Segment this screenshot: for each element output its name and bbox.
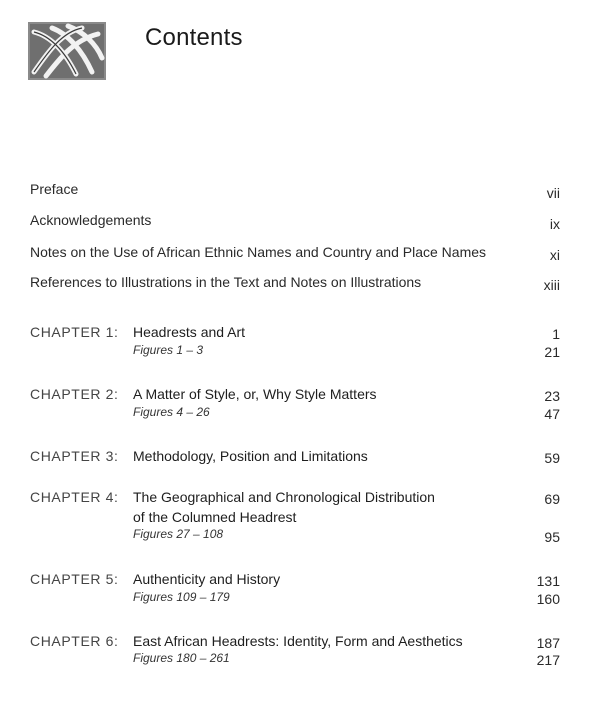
toc-page-references-illustrations: xiii [543, 277, 560, 293]
chapter-3-page: 59 [544, 450, 560, 466]
chapter-6-figures-page: 217 [536, 652, 560, 668]
chapter-4-page: 69 [544, 491, 560, 507]
chapter-1-figures: Figures 1 – 3 [133, 343, 204, 357]
toc-page-acknowledgements: ix [549, 216, 560, 232]
chapter-2-page: 23 [544, 388, 560, 404]
toc-entry-notes-names: Notes on the Use of African Ethnic Names and Country and Place Names [30, 244, 487, 260]
toc-entry-references-illustrations: References to Illustrations in the Text and Notes on Illustrations [30, 274, 422, 290]
chapter-5-label: CHAPTER 5: [30, 571, 119, 587]
chapter-4-figures: Figures 27 – 108 [133, 527, 224, 541]
interlace-logo-icon [28, 22, 106, 80]
chapter-4-figures-page: 95 [544, 529, 560, 545]
chapter-5-title: Authenticity and History [133, 571, 281, 587]
chapter-3-title: Methodology, Position and Limitations [133, 448, 368, 464]
chapter-1-title: Headrests and Art [133, 324, 246, 340]
chapter-1-page: 1 [552, 326, 560, 342]
chapter-1-label: CHAPTER 1: [30, 324, 119, 340]
chapter-4-title-continued: of the Columned Headrest [133, 509, 297, 525]
toc-page-notes-names: xi [549, 247, 560, 263]
chapter-2-label: CHAPTER 2: [30, 386, 119, 402]
chapter-2-figures: Figures 4 – 26 [133, 405, 210, 419]
page-title: Contents [145, 24, 243, 51]
chapter-5-figures-page: 160 [536, 591, 560, 607]
toc-entry-acknowledgements: Acknowledgements [30, 212, 152, 228]
chapter-6-figures: Figures 180 – 261 [133, 651, 230, 665]
chapter-2-title: A Matter of Style, or, Why Style Matters [133, 386, 377, 402]
chapter-6-label: CHAPTER 6: [30, 633, 119, 649]
toc-entry-preface: Preface [30, 181, 79, 197]
chapter-2-figures-page: 47 [544, 406, 560, 422]
chapter-5-page: 131 [536, 573, 560, 589]
chapter-4-title: The Geographical and Chronological Distribution [133, 489, 435, 505]
chapter-6-page: 187 [536, 635, 560, 651]
toc-page-preface: vii [546, 185, 560, 201]
chapter-3-label: CHAPTER 3: [30, 448, 119, 464]
chapter-4-label: CHAPTER 4: [30, 489, 119, 505]
chapter-1-figures-page: 21 [544, 344, 560, 360]
chapter-5-figures: Figures 109 – 179 [133, 590, 230, 604]
chapter-6-title: East African Headrests: Identity, Form and Aesthetics [133, 633, 463, 649]
